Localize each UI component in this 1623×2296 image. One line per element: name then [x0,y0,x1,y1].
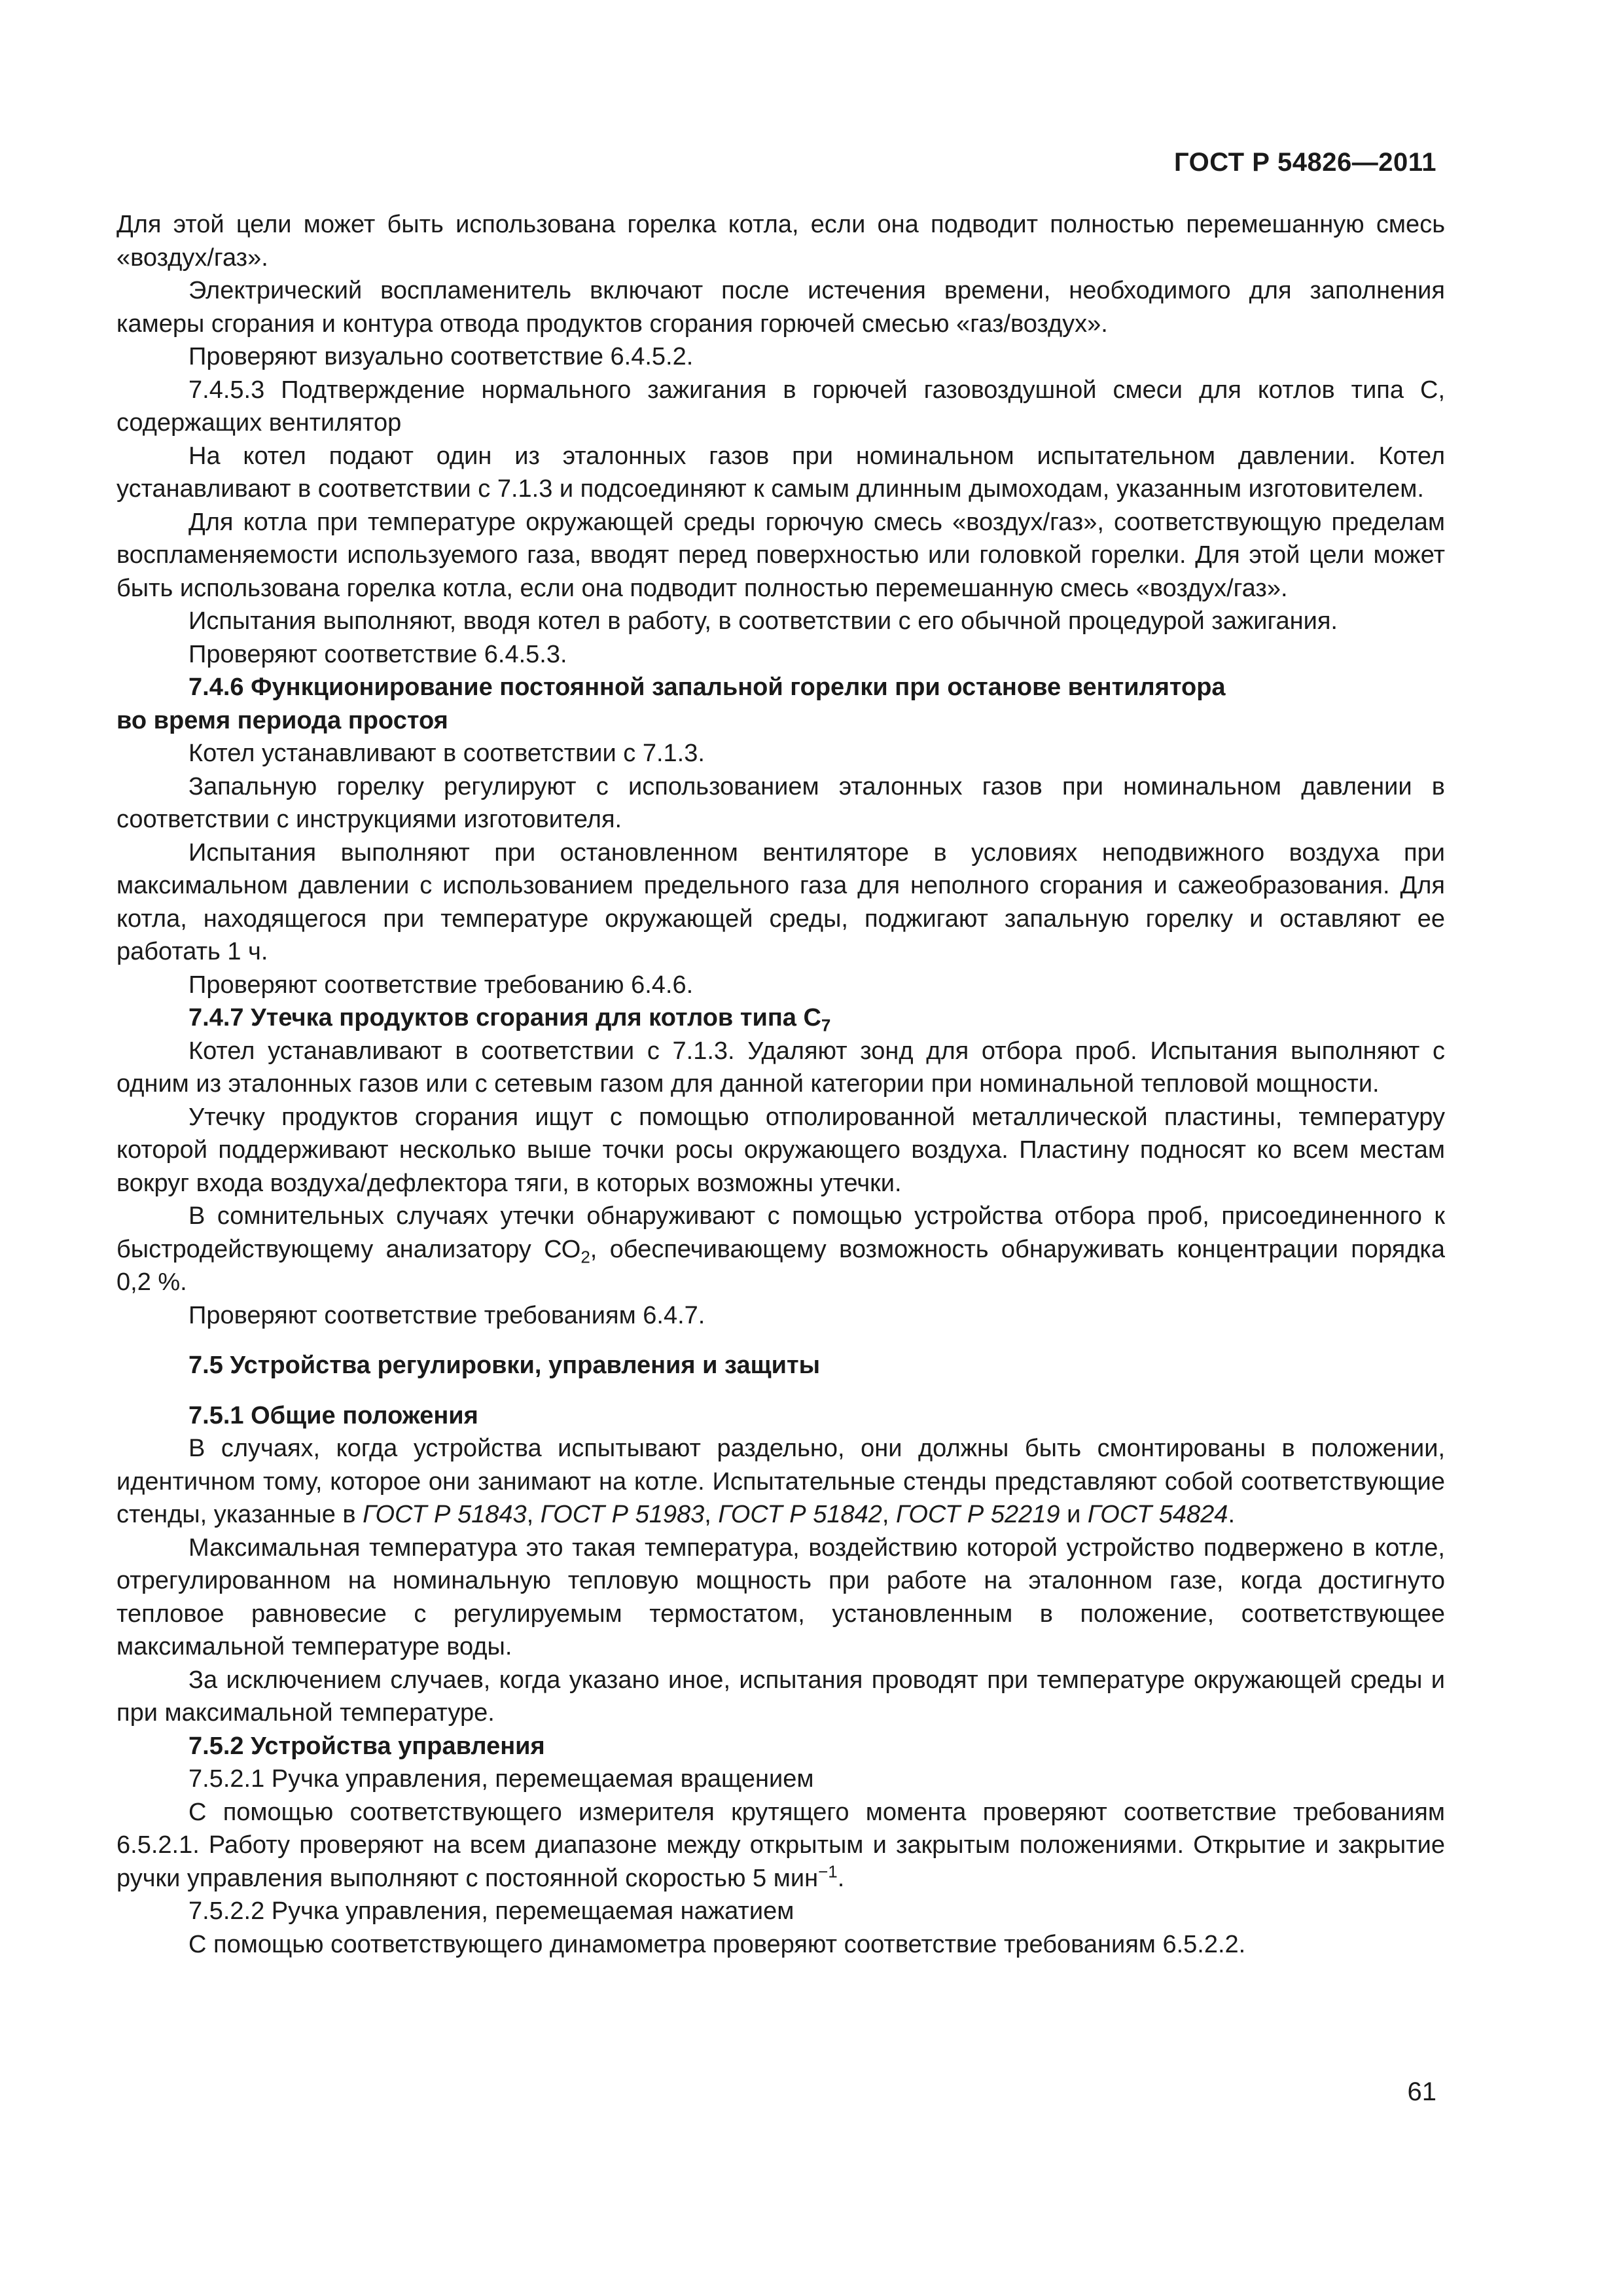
superscript: −1 [818,1861,838,1881]
text-run: В сомнительных случаях утечки обнаруживают с помощью устройства отбора проб, присоединенного к быстродействующему анализатору СО [116,1202,1445,1263]
heading-text: 7.4.7 Утечка продуктов сгорания для котлов типа С [188,1004,821,1031]
paragraph: Для этой цели может быть использована горелка котла, если она подводит полностью перемешанную смесь «воздух/газ». [116,211,1445,272]
paragraph: Проверяют соответствие требованию 6.4.6. [188,971,694,999]
paragraph: Испытания выполняют, вводя котел в работу, в соответствии с его обычной процедурой зажигания. [188,607,1338,635]
subscript: 2 [580,1247,590,1267]
page-number: 61 [1407,2077,1436,2106]
paragraph: За исключением случаев, когда указано иное, испытания проводят при температуре окружающей среды и при максимальной температуре. [116,1666,1445,1727]
paragraph: Котел устанавливают в соответствии с 7.1.3. [188,740,705,767]
standard-reference: ГОСТ Р 52219 [896,1501,1060,1528]
text-run: , обеспечивающему возможность обнаруживать концентрации порядка 0,2 %. [116,1235,1445,1296]
text-run: . [837,1864,845,1892]
paragraph: Проверяют визуально соответствие 6.4.5.2. [188,343,694,370]
heading-line: 7.4.6 Функционирование постоянной запальной горелки при останове вентилятора [188,673,1226,701]
paragraph: Проверяют соответствие требованиям 6.4.7. [188,1301,705,1329]
section-heading-7-4-7 [116,1001,1445,1035]
subscript: 7 [821,1015,831,1035]
standard-reference: ГОСТ 54824 [1087,1501,1228,1528]
paragraph: Максимальная температура это такая температура, воздействию которой устройство подвержено в котле, отрегулированном на номинальную тепловую мощность при работе на эталонном газе, когда достигнуто тепловое равновесие с регулируемым термостатом, установленным в положение, соответствующее максимальной температуре воды. [116,1534,1445,1660]
paragraph: Проверяют соответствие 6.4.5.3. [188,640,567,668]
clause-7-4-5-3: 7.4.5.3 Подтверждение нормального зажигания в горючей газовоздушной смеси для котлов типа С, содержащих вентилятор [116,376,1445,437]
paragraph: Запальную горелку регулируют с использованием эталонных газов при номинальном давлении в соответствии с инструкциями изготовителя. [116,772,1445,833]
standard-reference: ГОСТ Р 51843 [363,1501,527,1528]
paragraph [116,1796,1445,1895]
text-run: , [704,1501,719,1528]
paragraph [116,1200,1445,1299]
text-run: В случаях, когда устройства испытывают раздельно, они должны быть смонтированы в положении, идентичном тому, которое они занимают на котле. Испытательные стенды представляют собой соответствующие стенды, указанные в [116,1435,1445,1528]
paragraph: Для котла при температуре окружающей среды горючую смесь «воздух/газ», соответствующую пределам воспламеняемости используемого газа, вводят перед поверхностью или головкой горелки. Для этой цели может быть использована горелка котла, если она подводит полностью перемешанную смесь «воздух/газ». [116,508,1445,602]
paragraph: С помощью соответствующего динамометра проверяют соответствие требованиям 6.5.2.2. [188,1930,1246,1958]
paragraph: Утечку продуктов сгорания ищут с помощью отполированной металлической пластины, температуру которой поддерживают несколько выше точки росы окружающего воздуха. Пластину подносят ко всем местам вокруг входа воздуха/дефлектора тяги, в которых возможны утечки. [116,1103,1445,1197]
paragraph: Электрический воспламенитель включают после истечения времени, необходимого для заполнения камеры сгорания и контура отвода продуктов сгорания горючей смесью «газ/воздух». [116,277,1445,338]
text-run: С помощью соответствующего измерителя крутящего момента проверяют соответствие требованиям 6.5.2.1. Работу проверяют на всем диапазоне между открытым и закрытым положениями. Открытие и закрытие ручки управления выполняют с постоянной скоростью 5 мин [116,1798,1445,1892]
heading-line: во время периода простоя [116,706,448,734]
text-run: и [1060,1501,1088,1528]
document-body [116,208,1445,1961]
section-heading-7-5: 7.5 Устройства регулировки, управления и защиты [188,1352,821,1379]
text-run: , [882,1501,897,1528]
text-run: . [1228,1501,1236,1528]
paragraph: На котел подают один из эталонных газов при номинальном испытательном давлении. Котел устанавливают в соответствии с 7.1.3 и подсоединяют к самым длинным дымоходам, указанным изготовителем. [116,442,1445,503]
paragraph [116,1432,1445,1532]
paragraph: Котел устанавливают в соответствии с 7.1.3. Удаляют зонд для отбора проб. Испытания выполняют с одним из эталонных газов или с сетевым газом для данной категории при номинальной тепловой мощности. [116,1037,1445,1098]
standard-reference: ГОСТ Р 51983 [540,1501,705,1528]
text-run: , [526,1501,541,1528]
standard-header: ГОСТ Р 54826—2011 [1174,148,1436,177]
standard-reference: ГОСТ Р 51842 [718,1501,882,1528]
clause-7-5-2-1: 7.5.2.1 Ручка управления, перемещаемая вращением [188,1765,814,1793]
paragraph: Испытания выполняют при остановленном вентиляторе в условиях неподвижного воздуха при максимальном давлении с использованием предельного газа для неполного сгорания и сажеобразования. Для котла, находящегося при температуре окружающей среды, поджигают запальную горелку и оставляют ее работать 1 ч. [116,838,1445,965]
section-heading-7-5-2: 7.5.2 Устройства управления [188,1732,545,1760]
section-heading-7-5-1: 7.5.1 Общие положения [188,1401,478,1429]
clause-7-5-2-2: 7.5.2.2 Ручка управления, перемещаемая нажатием [188,1897,794,1925]
section-heading-7-4-6 [116,671,1445,737]
